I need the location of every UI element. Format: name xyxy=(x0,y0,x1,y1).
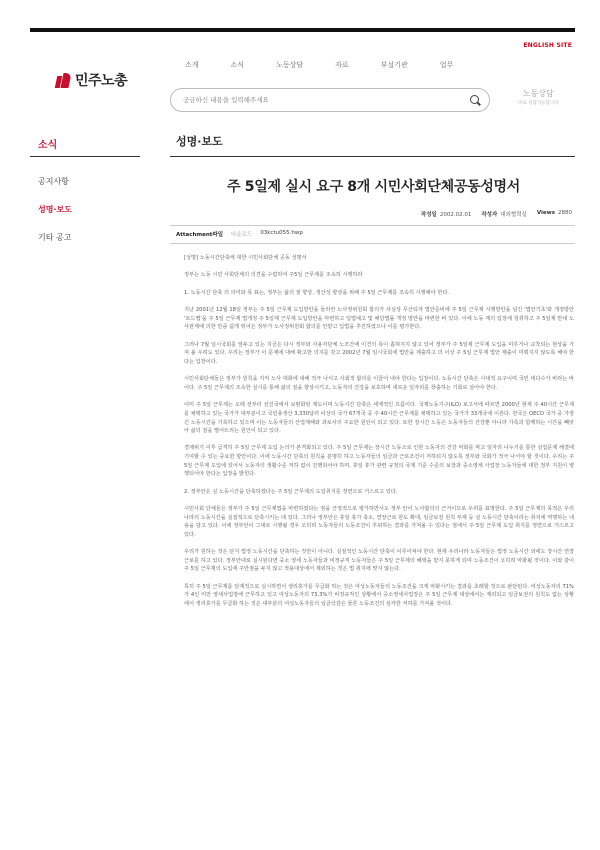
attachment-label: Attachment파일 xyxy=(176,232,224,238)
meta-author-label: 작성자 xyxy=(481,212,498,218)
logo-text: 민주노총 xyxy=(75,73,128,89)
meta-date-value: 2002.02.01 xyxy=(439,212,472,218)
logo[interactable] xyxy=(55,70,127,90)
consult-title: 노동상담 xyxy=(522,89,554,98)
kctu-logo-icon xyxy=(55,73,72,88)
attachment-row xyxy=(176,230,303,238)
search-input[interactable] xyxy=(183,96,443,104)
consult-link[interactable] xyxy=(518,88,559,106)
sidebar-title: 소식 xyxy=(38,140,58,151)
sidebar-item-other[interactable]: 기타 공고 xyxy=(38,233,72,242)
article-meta xyxy=(421,210,572,218)
main-nav xyxy=(185,60,453,70)
article-paragraph: 이미 주 5일 근무제는 오래 전부터 선진국에서 보편화된 제도이며 노동시간 단축은 세계적인 흐름이다. 국제노동기구(ILO) 보고서에 따르면 2000년 현재 주 40시간 근무제를 채택하고 있는 국가가 대부분이고 국민총생산 3,330달러 이상의 국가 67개국 중 주 40시간 근무제를 채택하고 있는 국가가 33개국에 이른다. 한국은 OECD 국가 중 가장 긴 노동시간을 기록하고 있으며 이는 노동자들의 산업재해와 과로사의 주요한 원인이 되고 있다. 또한 장시간 노동은 노동자들의 건강뿐 아니라 가족과 함께하는 시간을 빼앗아 삶의 질을 떨어뜨리는 원인이 되고 있다. xyxy=(184,402,574,435)
meta-author-value: 대외협력실 xyxy=(500,212,527,218)
search-icon[interactable] xyxy=(470,95,481,106)
article-paragraph: 2. 정부안은 실 노동시간을 단축하겠다는 주 5일 근무제의 도입취지를 정면으로 거스르고 있다. xyxy=(184,488,398,495)
article-paragraph: [성명] 노동시간단축에 대한 시민사회단체 공동 성명서 xyxy=(184,255,307,261)
attachment-file-link[interactable]: 03kctu055.hwp xyxy=(260,230,303,236)
meta-date-label: 작성일 xyxy=(420,212,437,218)
article-paragraph: 지난 2001년 12월 18일 정부는 주 5일 근무제 도입방안을 둘러싼 노사정위원회 합의가 사실상 무산되자 법안준비에 주 5일 근무제 시행방안을 넘긴 '법안기초'와 개정방안 '로드맵'을 주 5일 근무제 법개정 주 5일제 근무제 도입방안을 마련하고 입법예고 및 해당법률 개정 방안을 마련한 바 있다. 이에 노동 계의 입장에 청취하고 주 5일제 반대 노사관계에 의한 만큼 쉽게 뛰어든 정부가 노사정위원회 합의를 안받고 입법을 추진하였으나 이를 평가한다. xyxy=(184,307,574,331)
attachment-download-count: 다운로드 xyxy=(231,232,253,238)
nav-item-about[interactable]: 소개 xyxy=(185,61,199,69)
attachment-divider-bottom xyxy=(170,243,575,244)
meta-views xyxy=(537,210,572,218)
article-paragraph: 그러나 7월 임시국회를 앞두고 있는 지금은 다시 정부와 사용자단체 노조간에 이견의 폭이 좁혀지지 않고 있어 정부가 주 5일제 근무제 도입을 미루거나 교착되는 현상을 가져 올 우려도 있다. 우리는 정부가 이 문제에 대해 확고한 의지를 갖고 2002년 7월 임시국회에 법안을 제출하고 더 이상 주 5일 근무제 법안 제출이 미뤄지지 않도록 해야 한다는 입장이다. xyxy=(184,341,574,365)
search-bar xyxy=(170,88,490,112)
sidebar-divider xyxy=(30,156,140,157)
article-title: 주 5일제 실시 요구 8개 시민사회단체공동성명서 xyxy=(226,179,520,195)
article-paragraph: 경제위기 이후 급격히 주 5일 근무제 도입 논의가 본격화되고 있다. 주 5일 근무제는 장시간 노동으로 인한 노동자의 건강 악화를 막고 일자리 나누기를 통한 실업문제 해결에 기여할 수 있는 중요한 방안이다. 이에 노동시간 단축의 원칙을 분명히 하고 노동자들의 임금과 근로조건이 저하되지 않도록 정부와 국회가 적극 나서야 할 것이다. 우리는 주 5일 근무제 도입에 있어서 노동자의 생활수준 저하 없이 진행되어야 하며, 휴일 휴가 관련 규정의 국제 기준 수준의 보장과 중소영세 사업장 노동자들에 대한 정부 지원이 병행되어야 한다는 입장을 밝힌다. xyxy=(184,445,574,478)
article-body xyxy=(184,254,574,617)
section-title: 성명·보도 xyxy=(176,135,223,148)
article-paragraph: 시민사회 단체들은 정부가 주 5일 근무제법을 마련하였다는 점을 긍정적으로 평가하면서도 정부 안이 노사합의의 근거이므로 우려를 표명한다. 주 5일 근무제의 목적은 우리나라의 노동시간을 실질적으로 단축시키는 데 있다. 그러나 정부안은 휴일 휴가 축소, 연장근로 한도 확대, 임금보전 원칙 부재 등 실 노동시간 단축이라는 취지에 역행하는 내용을 담고 있다. 이에 정부안이 그대로 시행될 경우 오히려 노동자들의 노동조건이 후퇴하는 결과를 가져올 수 있다는 점에서 주 5일 근무제 도입 취지를 정면으로 거스르고 있다. xyxy=(184,506,574,538)
sidebar-item-notice[interactable]: 공지사항 xyxy=(38,177,69,186)
sidebar-item-statements[interactable]: 성명·보도 xyxy=(38,205,72,214)
meta-date xyxy=(421,210,471,218)
article-paragraph: 특히 주 5일 근무제를 단계적으로 실시하면서 생리휴가를 무급화 하는 것은 여성노동자들의 노동조건을 크게 악화시키는 결과를 초래할 것으로 판단된다. 여성노동자의 71%가 4인 미만 영세사업장에 근무하고 있고 여성노동자의 73.3%가 비정규직인 상황에서 중소영세사업장은 주 5일 근무제 대상에서는 제외되고 임금보전의 원칙도 없는 상황에서 생리휴가를 무급화 하는 것은 대부분의 여성노동자들의 임금삭감은 물론 노동조건의 심각한 저하를 가져올 것이다. xyxy=(184,583,574,607)
attachment-divider-top xyxy=(170,225,575,226)
nav-item-consult[interactable]: 노동상담 xyxy=(276,61,304,69)
consult-subtitle: 바로 상담가능합니다 xyxy=(518,101,559,106)
english-site-link[interactable]: ENGLISH SITE xyxy=(523,42,572,49)
section-divider xyxy=(170,156,575,157)
nav-item-resources[interactable]: 자료 xyxy=(335,61,349,69)
nav-item-affiliates[interactable]: 부설기관 xyxy=(380,61,408,69)
article-paragraph: 시민사회단체들은 정부가 원칙을 지켜 노사 대화에 대해 적극 나서고 사회적 합의를 이끌어 내야 한다는 입장이다. 노동시간 단축은 시대적 요구이며 국민 대다수가 바라는 바이다. 주 5일 근무제의 조속한 실시를 통해 삶의 질을 향상시키고, 노동자의 건강을 보호하며 새로운 일자리를 창출하는 기회로 삼아야 한다. xyxy=(184,376,574,391)
article-paragraph: 우리가 원하는 것은 단지 법정 노동시간을 단축하는 것만이 아니다. 실질적인 노동시간 단축이 이루어져야 한다. 현재 우리나라 노동자들은 법정 노동시간 외에도 장시간 연장근로를 하고 있다. 정부안대로 실시된다면 중소 영세 노동자들과 비정규직 노동자들은 주 5일 근무제의 혜택을 받지 못하게 되며 노동조건이 오히려 악화될 것이다. 이와 같이 주 5일 근무제의 도입에 주안점을 두지 않고 적용대상에서 제외하는 것은 법 취지에 맞지 않는다. xyxy=(184,549,574,573)
article-paragraph: 1. 노동시간 단축 의 의미와 목 표는, 정부는 삶의 질 향상, 생산성 향상을 위해 주 5일 근무제를 조속히 시행해야 한다. xyxy=(184,289,450,296)
top-border xyxy=(30,28,575,32)
article-paragraph: 정부는 노동 시민 사회단체의 의견을 수렴하여 주5일 근무제를 조속히 시행하라 xyxy=(184,272,363,279)
sidebar-menu xyxy=(38,176,72,260)
nav-item-work[interactable]: 업무 xyxy=(439,61,454,69)
meta-author xyxy=(481,210,527,218)
meta-views-value: 2880 xyxy=(558,210,572,216)
meta-views-label: Views xyxy=(536,210,555,216)
nav-item-news[interactable]: 소식 xyxy=(230,61,245,69)
